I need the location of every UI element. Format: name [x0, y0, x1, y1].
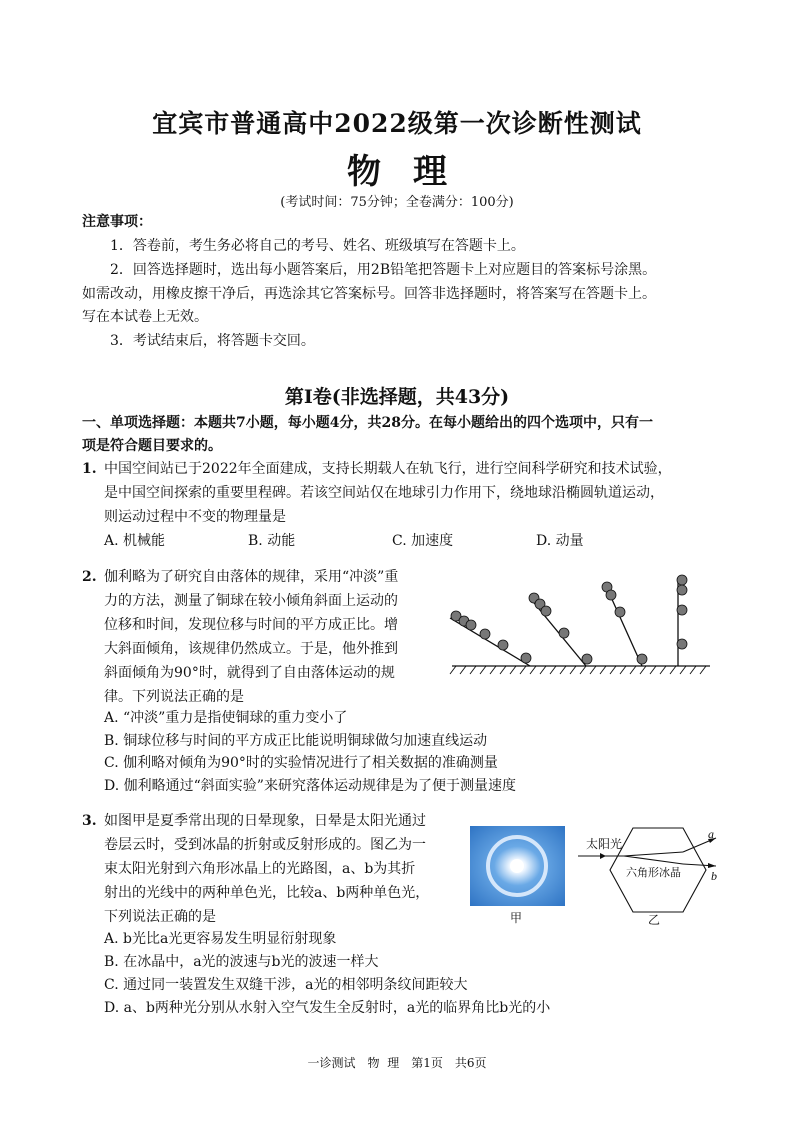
- question-2-line: 律。下列说法正确的是: [104, 689, 244, 705]
- option-b: B. 在冰晶中，a光的波速与b光的波速一样大: [104, 954, 379, 970]
- exam-title: 宜宾市普通高中2022级第一次诊断性测试: [152, 109, 642, 138]
- question-2-line: 伽利略为了研究自由落体的规律，采用“冲淡”重: [104, 569, 399, 585]
- question-3-line: 射出的光线中的两种单色光，比较a、b两种单色光，: [104, 885, 430, 901]
- option-b: B. 动能: [248, 533, 296, 549]
- figure-label-jia: 甲: [510, 911, 523, 925]
- ice-crystal-diagram: [578, 826, 728, 916]
- question-2-line: 斜面倾角为90°时，就得到了自由落体运动的规: [104, 665, 395, 681]
- figure-label-yi: 乙: [648, 913, 661, 927]
- option-c: C. 加速度: [392, 533, 454, 549]
- option-c: C. 伽利略对倾角为90°时的实验情况进行了相关数据的准确测量: [104, 755, 498, 771]
- question-number: 2.: [82, 569, 97, 585]
- question-1-line: 是中国空间探索的重要里程碑。若该空间站仅在地球引力作用下，绕地球沿椭圆轨道运动，: [104, 485, 664, 501]
- ray-b-label: b: [711, 869, 717, 883]
- question-3-line: 下列说法正确的是: [104, 909, 216, 925]
- question-number: 1.: [82, 461, 97, 477]
- question-3-line: 卷层云时，受到冰晶的折射或反射形成的。图乙为一: [104, 837, 426, 853]
- ray-a-label: a: [708, 827, 714, 841]
- subject-title: 物理: [347, 152, 479, 192]
- section-title: 第Ⅰ卷(非选择题，共43分): [284, 386, 510, 408]
- sun-halo-photo: [470, 826, 565, 906]
- crystal-label: 六角形冰晶: [626, 867, 681, 879]
- option-d: D. 伽利略通过“斜面实验”来研究落体运动规律是为了便于测量速度: [104, 778, 516, 794]
- notice-item-2-line-1: 2．回答选择题时，选出每小题答案后，用2B铅笔把答题卡上对应题目的答案标号涂黑。: [110, 262, 657, 278]
- option-b: B. 铜球位移与时间的平方成正比能说明铜球做匀加速直线运动: [104, 733, 488, 749]
- question-number: 3.: [82, 813, 97, 829]
- option-a: A. b光比a光更容易发生明显衍射现象: [104, 931, 337, 947]
- notice-item-3: 3．考试结束后，将答题卡交回。: [110, 333, 315, 349]
- section-instruction-line-2: 项是符合题目要求的。: [82, 438, 222, 454]
- question-2-line: 大斜面倾角，该规律仍然成立。于是，他外推到: [104, 641, 398, 657]
- question-2-line: 力的方法，测量了铜球在较小倾角斜面上运动的: [104, 593, 398, 609]
- question-1-line: 中国空间站已于2022年全面建成，支持长期载人在轨飞行，进行空间科学研究和技术试验，: [104, 461, 672, 477]
- sunlight-label: 太阳光: [586, 837, 623, 851]
- option-c: C. 通过同一装置发生双缝干涉，a光的相邻明条纹间距较大: [104, 977, 468, 993]
- page-footer: 一诊测试 物 理 第1页 共6页: [307, 1056, 487, 1070]
- notice-item-2-line-2: 如需改动，用橡皮擦干净后，再选涂其它答案标号。回答非选择题时，将答案写在答题卡上。: [82, 286, 656, 302]
- notice-item-2-line-3: 写在本试卷上无效。: [82, 309, 208, 325]
- question-3-line: 束太阳光射到六角形冰晶上的光路图，a、b为其折: [104, 861, 416, 877]
- option-d: D. a、b两种光分别从水射入空气发生全反射时，a光的临界角比b光的小: [104, 1000, 551, 1016]
- question-1-line: 则运动过程中不变的物理量是: [104, 509, 286, 525]
- option-a: A. 机械能: [104, 533, 166, 549]
- option-d: D. 动量: [536, 533, 584, 549]
- section-instruction-line-1: 一、单项选择题：本题共7小题，每小题4分，共28分。在每小题给出的四个选项中，只有一: [82, 415, 653, 431]
- exam-info: (考试时间：75分钟；全卷满分：100分): [280, 195, 514, 210]
- inclined-plane-figure: [446, 570, 716, 678]
- question-2-line: 位移和时间，发现位移与时间的平方成正比。增: [104, 617, 398, 633]
- option-a: A. “冲淡”重力是指使铜球的重力变小了: [104, 710, 348, 726]
- notice-item-1: 1．答卷前，考生务必将自己的考号、姓名、班级填写在答题卡上。: [110, 238, 525, 254]
- notice-heading: 注意事项：: [82, 214, 152, 230]
- question-3-line: 如图甲是夏季常出现的日晕现象，日晕是太阳光通过: [104, 813, 426, 829]
